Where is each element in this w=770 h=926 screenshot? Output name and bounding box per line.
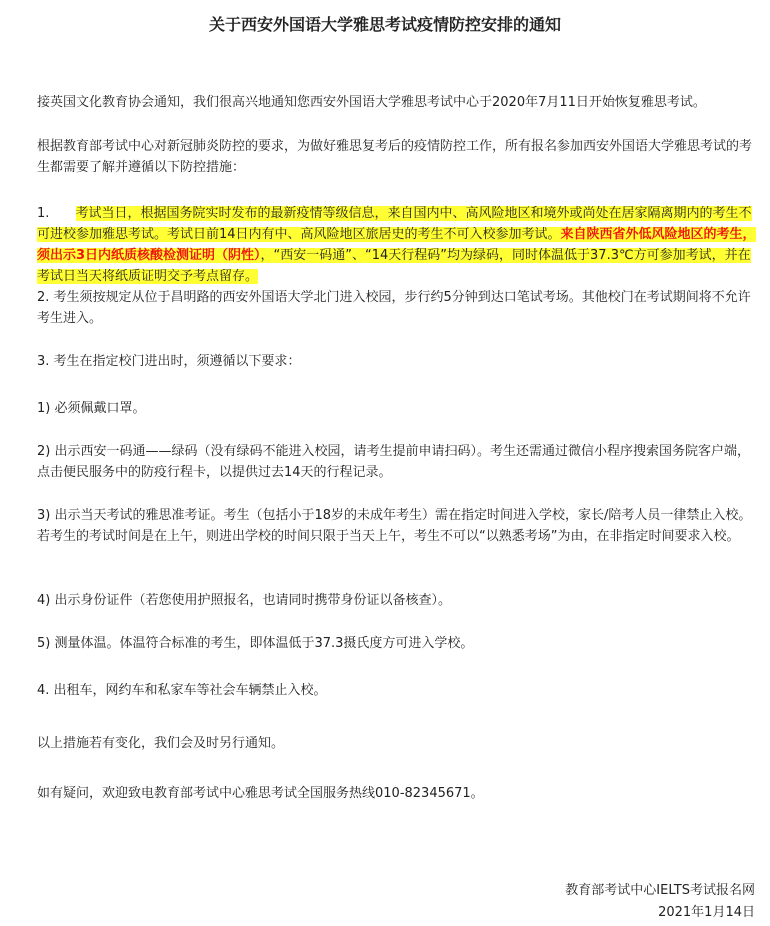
item-1-number: 1. [37, 206, 50, 221]
measure-item-2: 2. 考生须按规定从位于昌明路的西安外国语大学北门进入校园，步行约5分钟到达口笔试考场。其他校门在考试期间将不允许考生进入。 [37, 290, 751, 326]
measure-item-3: 3. 考生在指定校门进出时，须遵循以下要求： [37, 354, 301, 369]
item-1-red-highlighted-text: 来自陕西省外低风险地区的考生，须出示3日内纸质核酸检测证明（阴性） [37, 227, 756, 263]
item-1-highlighted-text: 考试当日，根据国务院实时发布的最新疫情等级信息，来自国内中、高风险地区和境外或尚处在居家隔离期内的考生不可进校参加雅思考试。考试日前14日内有中、高风险地区旅居史的考生不可入校参加考试。 [37, 206, 752, 242]
footer-date: 2021年1月14日 [658, 905, 755, 920]
sub-item-4: 4) 出示身份证件（若您使用护照报名，也请同时携带身份证以备核查）。 [37, 593, 451, 608]
sub-item-5: 5) 测量体温。体温符合标准的考生，即体温低于37.3摄氏度方可进入学校。 [37, 636, 474, 651]
change-notice-paragraph: 以上措施若有变化，我们会及时另行通知。 [37, 736, 285, 751]
footer-organization: 教育部考试中心IELTS考试报名网 [565, 883, 755, 898]
measure-item-1 [37, 203, 762, 287]
sub-item-1: 1) 必须佩戴口罩。 [37, 401, 146, 416]
sub-item-2: 2) 出示西安一码通——绿码（没有绿码不能进入校园，请考生提前申请扫码）。考生还需通过微信小程序搜索国务院客户端，点击便民服务中的防疫行程卡，以提供过去14天的行程记录。 [37, 444, 750, 480]
contact-paragraph: 如有疑问，欢迎致电教育部考试中心雅思考试全国服务热线010-82345671。 [37, 786, 484, 801]
measure-item-4: 4. 出租车，网约车和私家车等社会车辆禁止入校。 [37, 683, 327, 698]
sub-item-3: 3) 出示当天考试的雅思准考证。考生（包括小于18岁的未成年考生）需在指定时间进入学校，家长/陪考人员一律禁止入校。若考生的考试时间是在上午，则进出学校的时间只限于当天上午，考生不可以“以熟悉考场”为由，在非指定时间要求入校。 [37, 508, 752, 544]
requirement-paragraph: 根据教育部考试中心对新冠肺炎防控的要求，为做好雅思复考后的疫情防控工作，所有报名参加西安外国语大学雅思考试的考生都需要了解并遵循以下防控措施： [37, 139, 753, 175]
item-1-highlighted-tail: ，“西安一码通”、“14天行程码”均为绿码，同时体温低于37.3℃方可参加考试，并在考试日当天将纸质证明交予考点留存。 [37, 248, 751, 284]
page-title: 关于西安外国语大学雅思考试疫情防控安排的通知 [208, 15, 561, 34]
intro-paragraph: 接英国文化教育协会通知，我们很高兴地通知您西安外国语大学雅思考试中心于2020年7月11日开始恢复雅思考试。 [37, 95, 706, 110]
